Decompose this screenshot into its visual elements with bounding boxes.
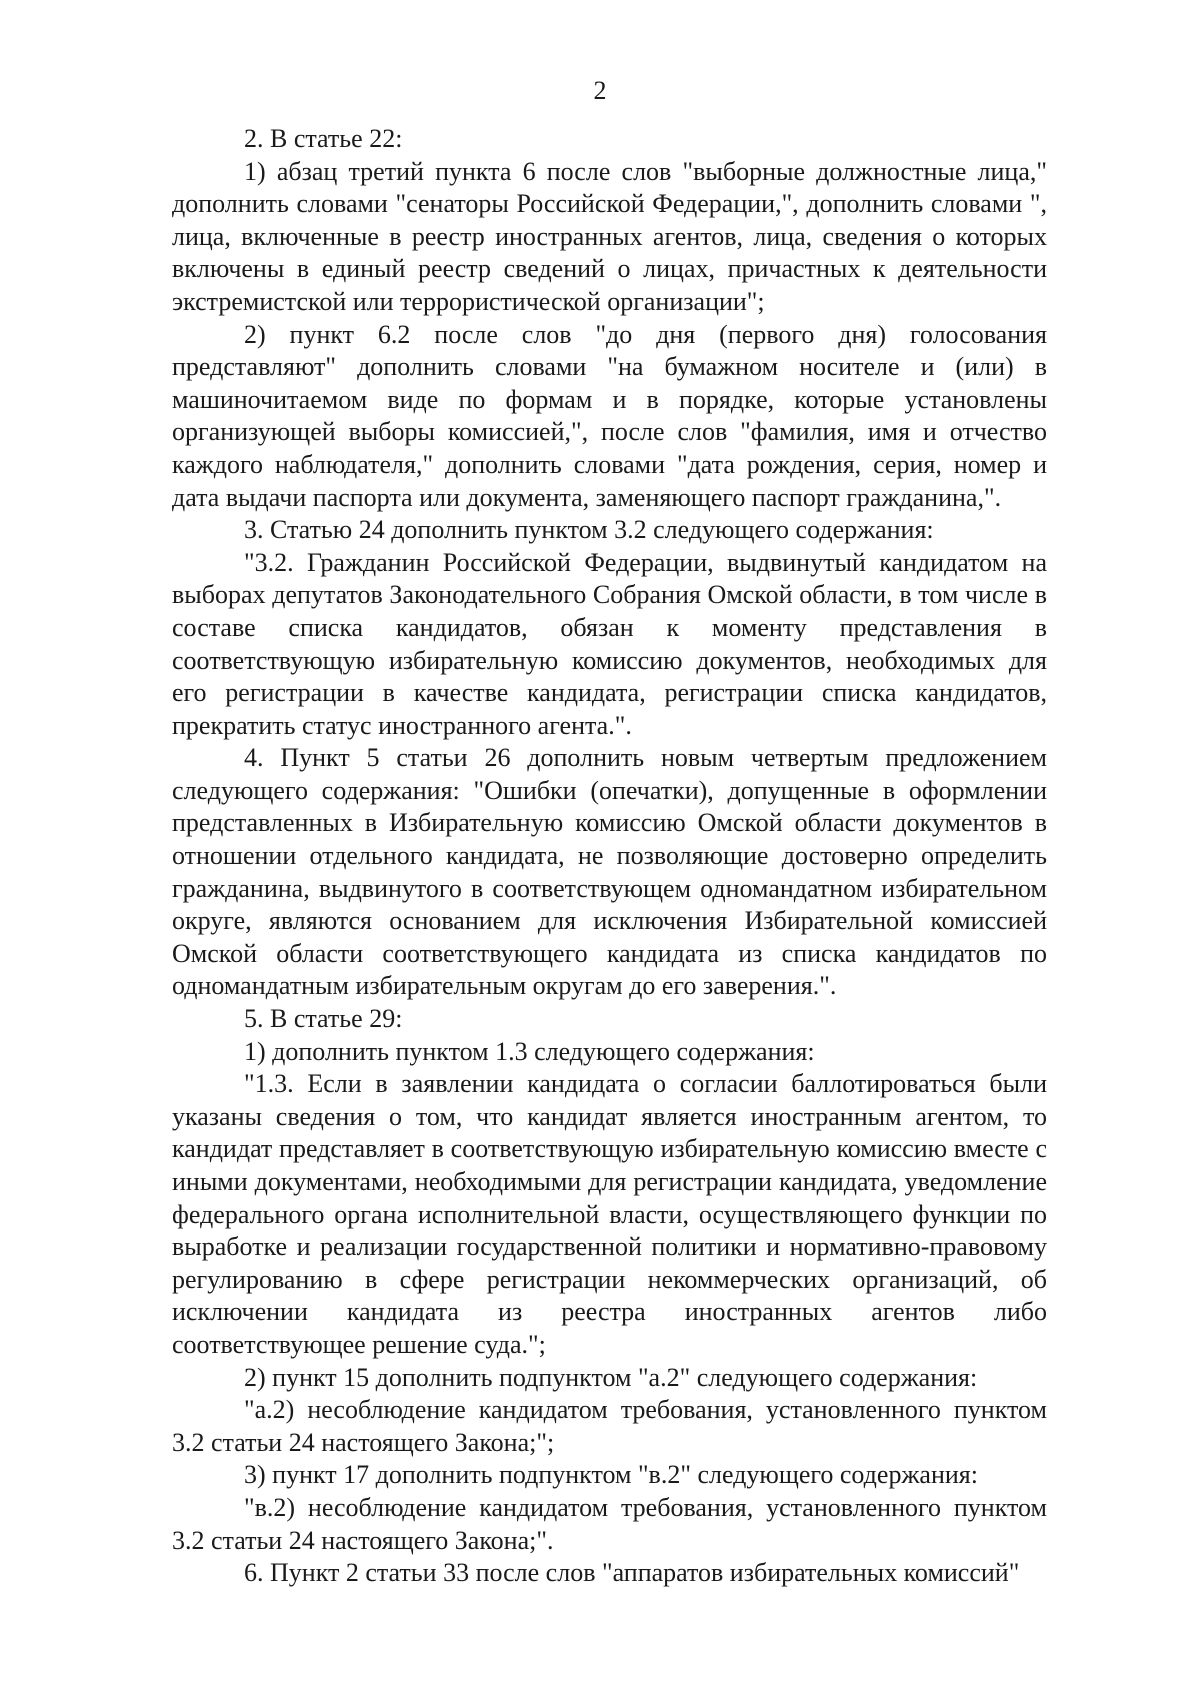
paragraph-29-subpoint-v2: "в.2) несоблюдение кандидатом требования, установленного пунктом 3.2 статьи 24 настоящего Закона;".	[172, 1492, 1047, 1555]
paragraph-article-33: 6. Пункт 2 статьи 33 после слов "аппаратов избирательных комиссий"	[244, 1558, 1020, 1588]
paragraph-29-subpoint-a2: "а.2) несоблюдение кандидатом требования, установленного пунктом 3.2 статьи 24 настоящего Закона;";	[172, 1395, 1047, 1457]
paragraph-22-item-2: 2) пункт 6.2 после слов "до дня (первого дня) голосования представляют" дополнить словами "на бумажном носителе и (или) в машиночитаемом виде по формам и в порядке, которые установлены организующей выборы комиссией,", после слов "фамилия, имя и отчество каждого наблюдателя," дополнить словами "дата рождения, серия, номер и дата выдачи паспорта или документа, заменяющего паспорт гражданина,".	[172, 319, 1047, 512]
paragraph-22-item-1: 1) абзац третий пункта 6 после слов "выборные должностные лица," дополнить словами "сенаторы Российской Федерации,", дополнить словами ", лица, включенные в реестр иностранных агентов, лица, сведения о которых включены в единый реестр сведений о лицах, причастных к деятельности экстремистской или террористической организации";	[172, 156, 1047, 316]
paragraph-24-point-3-2: "3.2. Гражданин Российской Федерации, выдвинутый кандидатом на выборах депутатов Законодательного Собрания Омской области, в том числе в составе списка кандидатов, обязан к моменту представления в соответствующую избирательную комиссию документов, необходимых для его регистрации в качестве кандидата, регистрации списка кандидатов, прекратить статус иностранного агента.".	[172, 547, 1047, 740]
paragraph-article-24-heading: 3. Статью 24 дополнить пунктом 3.2 следующего содержания:	[244, 515, 934, 545]
paragraph-29-item-2: 2) пункт 15 дополнить подпунктом "а.2" следующего содержания:	[244, 1362, 978, 1392]
paragraph-article-29-heading: 5. В статье 29:	[244, 1004, 403, 1034]
paragraph-article-26: 4. Пункт 5 статьи 26 дополнить новым четвертым предложением следующего содержания: "Ошибки (опечатки), допущенные в оформлении представленных в Избирательную комиссию Омской области документов в отношении отдельного кандидата, не позволяющие достоверно определить гражданина, выдвинутого в соответствующем одномандатном избирательном округе, являются основанием для исключения Избирательной комиссией Омской области соответствующего кандидата из списка кандидатов по одномандатным избирательным округам до его заверения.".	[172, 743, 1047, 1001]
paragraph-article-22-heading: 2. В статье 22:	[244, 124, 403, 153]
paragraph-29-item-1: 1) дополнить пунктом 1.3 следующего содержания:	[244, 1036, 815, 1066]
paragraph-29-item-3: 3) пункт 17 дополнить подпунктом "в.2" следующего содержания:	[244, 1460, 978, 1490]
paragraph-29-point-1-3: "1.3. Если в заявлении кандидата о согласии баллотироваться были указаны сведения о том, что кандидат является иностранным агентом, то кандидат представляет в соответствующую избирательную комиссию вместе с иными документами, необходимыми для регистрации кандидата, уведомление федерального органа исполнительной власти, осуществляющего функции по выработке и реализации государственной политики и нормативно-правовому регулированию в сфере регистрации некоммерческих организаций, об исключении кандидата из реестра иностранных агентов либо соответствующее решение суда.";	[172, 1069, 1047, 1359]
document-body	[172, 123, 1047, 1590]
page-number: 2	[593, 76, 607, 105]
